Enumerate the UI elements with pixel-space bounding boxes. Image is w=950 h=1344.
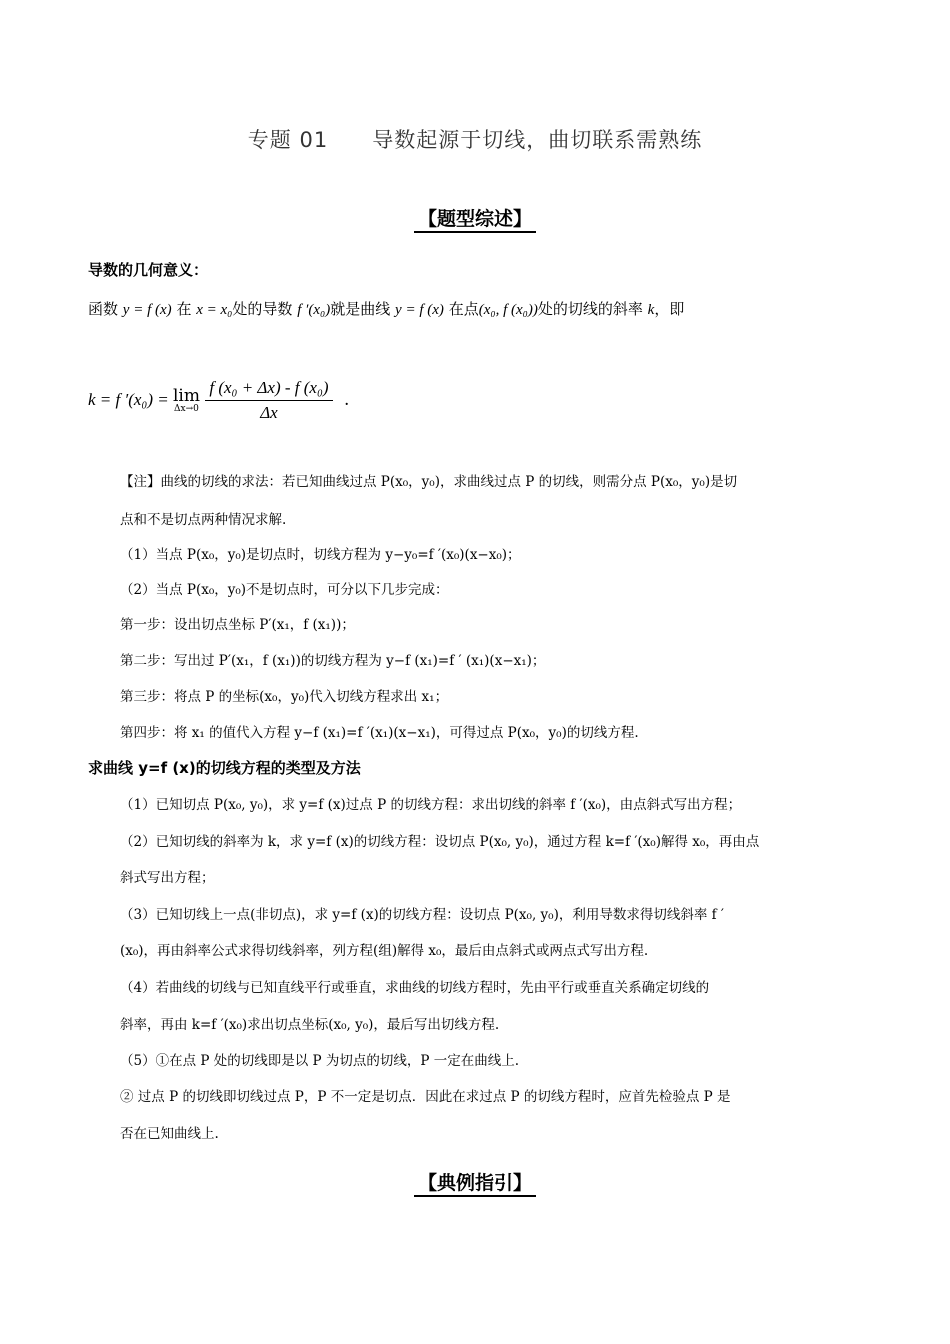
def-text-2: 在	[176, 300, 192, 318]
note-line-5: 第一步：设出切点坐标 P′(x₁，f (x₁))；	[120, 617, 355, 633]
def-text-3: 处的导数	[232, 300, 293, 318]
method-line-1: （1）已知切点 P(x₀, y₀)，求 y=f (x)过点 P 的切线方程：求出切线的斜率 f ′(x₀)，由点斜式写出方程；	[120, 797, 742, 813]
def-text-6: 处的切线的斜率	[537, 300, 643, 318]
method-line-6: （4）若曲线的切线与已知直线平行或垂直，求曲线的切线方程时，先由平行或垂直关系确定切线的	[120, 980, 710, 996]
formula-limit	[172, 385, 200, 414]
method-line-2: （2）已知切线的斜率为 k，求 y=f (x)的切线方程：设切点 P(x₀, y₀)，通过方程 k=f ′(x₀)解得 x₀，再由点	[120, 834, 760, 850]
method-line-10: 否在已知曲线上.	[120, 1126, 219, 1142]
section-heading-overview	[0, 204, 950, 231]
def-text-7: ，即	[654, 300, 685, 318]
method-line-5: (x₀)，再由斜率公式求得切线斜率，列方程(组)解得 x₀，最后由点斜式或两点式写出方程.	[120, 943, 649, 959]
def-formula-3: f ′(x₀)	[297, 302, 331, 318]
note-line-3: （1）当点 P(x₀，y₀)是切点时，切线方程为 y−y₀=f ′(x₀)(x−x₀)；	[120, 547, 521, 563]
method-line-8: （5）①在点 P 处的切线即是以 P 为切点的切线，P 一定在曲线上.	[120, 1053, 520, 1069]
method-line-9: ② 过点 P 的切线即切线过点 P，P 不一定是切点．因此在求过点 P 的切线方程时，应首先检验点 P 是	[120, 1089, 731, 1105]
def-formula-1: y = f (x)	[122, 302, 172, 318]
formula-fraction	[205, 378, 332, 423]
method-line-4: （3）已知切线上一点(非切点)，求 y=f (x)的切线方程：设切点 P(x₀, y₀)，利用导数求得切线斜率 f ′	[120, 907, 724, 923]
section-heading-examples-text: 【典例指引】	[414, 1172, 536, 1197]
note-line-8: 第四步：将 x₁ 的值代入方程 y−f (x₁)=f ′(x₁)(x−x₁)，可得过点 P(x₀，y₀)的切线方程.	[120, 725, 639, 741]
note-line-4: （2）当点 P(x₀，y₀)不是切点时，可分以下几步完成：	[120, 582, 449, 598]
def-text-5: 在点	[448, 300, 479, 318]
methods-label: 求曲线 y=f (x)的切线方程的类型及方法	[88, 759, 361, 777]
def-text-4: 就是曲线	[330, 300, 391, 318]
geometric-meaning-label: 导数的几何意义：	[88, 261, 209, 279]
note-line-7: 第三步：将点 P 的坐标(x₀，y₀)代入切线方程求出 x₁；	[120, 689, 449, 705]
formula-period: .	[343, 390, 350, 410]
def-formula-6: k	[647, 302, 655, 318]
method-line-3: 斜式写出方程；	[120, 870, 215, 886]
definition-line	[88, 298, 868, 319]
method-line-7: 斜率，再由 k=f ′(x₀)求出切点坐标(x₀, y₀)，最后写出切线方程.	[120, 1017, 500, 1033]
derivative-formula	[88, 378, 349, 423]
def-formula-4: y = f (x)	[395, 302, 444, 318]
formula-limit-word: lim	[172, 385, 200, 406]
section-heading-examples	[0, 1168, 950, 1195]
def-text-1: 函数	[88, 300, 119, 318]
formula-denominator: Δx	[260, 403, 278, 422]
formula-lhs: k = f ′(x₀) =	[88, 390, 173, 409]
section-heading-overview-text: 【题型综述】	[414, 208, 536, 233]
formula-numerator: f (x₀ + Δx) - f (x₀)	[205, 378, 332, 401]
note-line-1: 【注】曲线的切线的求法：若已知曲线过点 P(x₀，y₀)，求曲线过点 P 的切线，则需分点 P(x₀，y₀)是切	[120, 474, 738, 490]
formula-limit-sub: Δx→0	[174, 403, 199, 414]
note-line-2: 点和不是切点两种情况求解.	[120, 512, 287, 528]
def-formula-2: x = x₀	[196, 302, 233, 318]
page-title: 专题 01 导数起源于切线，曲切联系需熟练	[247, 128, 703, 152]
note-line-6: 第二步：写出过 P′(x₁，f (x₁))的切线方程为 y−f (x₁)=f ′ (x₁)(x−x₁)；	[120, 653, 546, 669]
def-formula-5: (x₀, f (x₀))	[478, 302, 538, 318]
